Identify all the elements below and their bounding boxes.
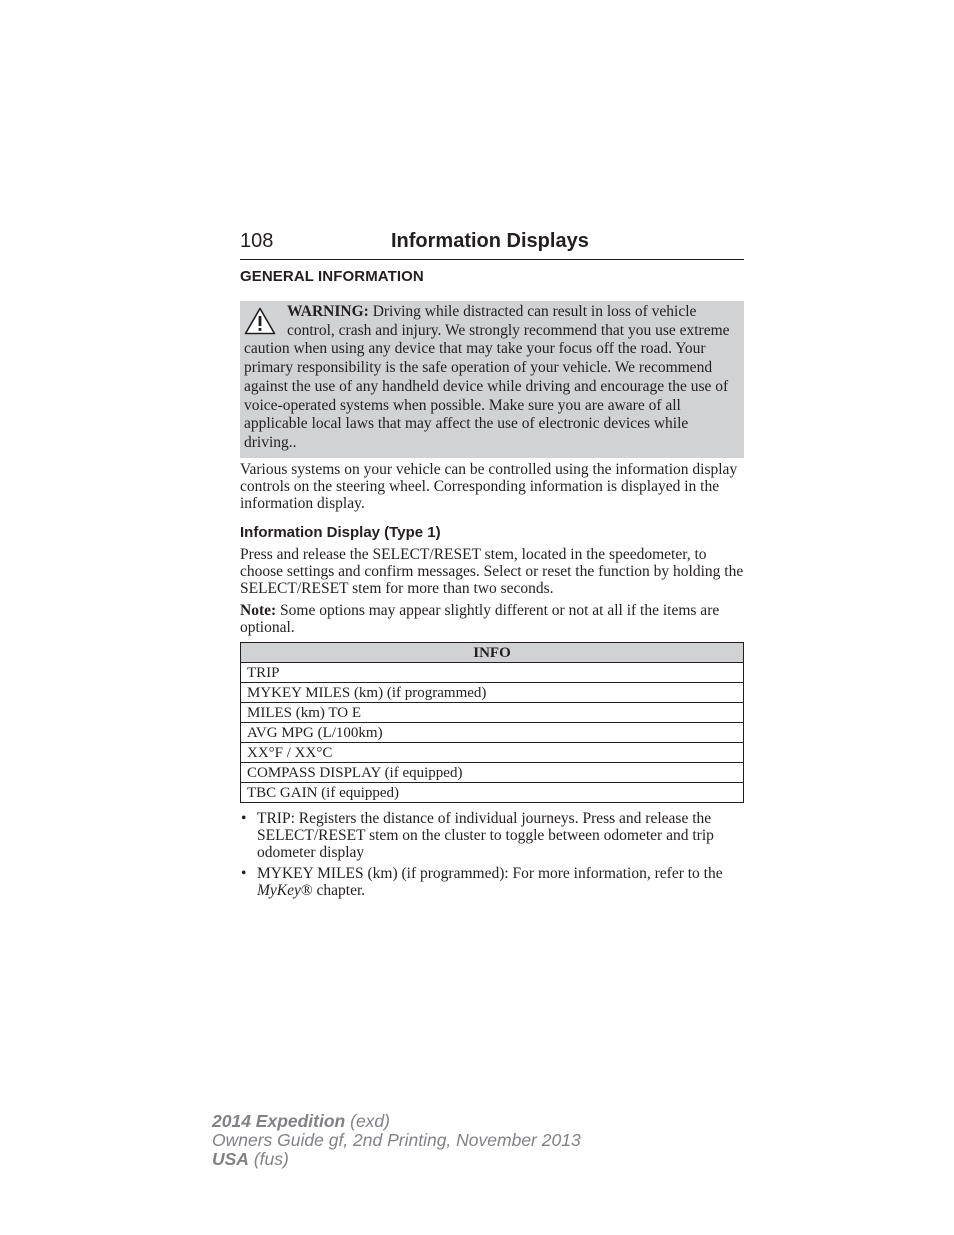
select-reset-paragraph: Press and release the SELECT/RESET stem, located in the speedometer, to choose settings and confirm messages. Select or reset the function by holding the SELECT/RESET stem for more than two seconds. (240, 546, 744, 597)
bullet-text: TRIP: Registers the distance of individual journeys. Press and release the SELECT/RESET stem on the cluster to toggle between odometer and trip odometer display (257, 810, 714, 861)
table-row (241, 783, 744, 803)
table-row (241, 743, 744, 763)
table-cell: MILES (km) TO E (241, 703, 744, 723)
table-cell: MYKEY MILES (km) (if programmed) (241, 683, 744, 703)
table-cell: TRIP (241, 663, 744, 683)
footer-line-guide: Owners Guide gf, 2nd Printing, November 2013 (212, 1130, 581, 1150)
footer-line-model (212, 1112, 581, 1131)
table-cell: TBC GAIN (if equipped) (241, 783, 744, 803)
footer-market: USA (212, 1149, 249, 1169)
warning-box (240, 301, 744, 458)
table-header-row (241, 643, 744, 663)
chapter-title: Information Displays (391, 230, 589, 252)
footer-model: 2014 Expedition (212, 1111, 346, 1131)
table-cell: COMPASS DISPLAY (if equipped) (241, 763, 744, 783)
intro-paragraph: Various systems on your vehicle can be controlled using the information display controls on the steering wheel. Corresponding information is displayed in the information display. (240, 461, 738, 512)
list-item (240, 811, 744, 861)
table-row (241, 663, 744, 683)
warning-text (244, 303, 740, 453)
page-number: 108 (240, 230, 274, 252)
table-cell: XX°F / XX°C (241, 743, 744, 763)
section-heading: GENERAL INFORMATION (240, 268, 424, 285)
footer-market-code: (fus) (248, 1149, 289, 1169)
bullet-marker: • (241, 865, 247, 883)
warning-body: Driving while distracted can result in loss of vehicle control, crash and injury. We strongly recommend that you use extreme caution when using any device that may take your focus off the road. Your primary responsibility is the safe operation of your vehicle. We recommend against the use of any handheld device while driving and encourage the use of voice-operated systems when possible. Make sure you are aware of all applicable local laws that may affect the use of electronic devices while driving.. (244, 303, 730, 451)
page-header (240, 229, 744, 260)
footer-line-market (212, 1150, 581, 1169)
table-cell: AVG MPG (L/100km) (241, 723, 744, 743)
footer-model-code: (exd) (345, 1111, 390, 1131)
info-table (240, 642, 744, 803)
bullet-text-after: ® chapter. (300, 882, 366, 900)
list-item (240, 866, 744, 900)
note-paragraph (240, 603, 744, 637)
bullet-marker: • (241, 810, 247, 827)
subheading: Information Display (Type 1) (240, 524, 441, 541)
note-text: Some options may appear slightly different or not at all if the items are optional. (240, 602, 720, 636)
table-row (241, 723, 744, 743)
warning-label: WARNING: (287, 303, 369, 320)
note-label: Note: (240, 602, 277, 619)
table-header-cell: INFO (241, 643, 744, 663)
mykey-emphasis: MyKey (257, 882, 301, 900)
page-footer (212, 1112, 581, 1169)
table-row (241, 683, 744, 703)
bullet-text-before: MYKEY MILES (km) (if programmed): For more information, refer to the (257, 865, 723, 883)
table-row (241, 703, 744, 723)
bullet-list (240, 811, 744, 905)
table-row (241, 763, 744, 783)
